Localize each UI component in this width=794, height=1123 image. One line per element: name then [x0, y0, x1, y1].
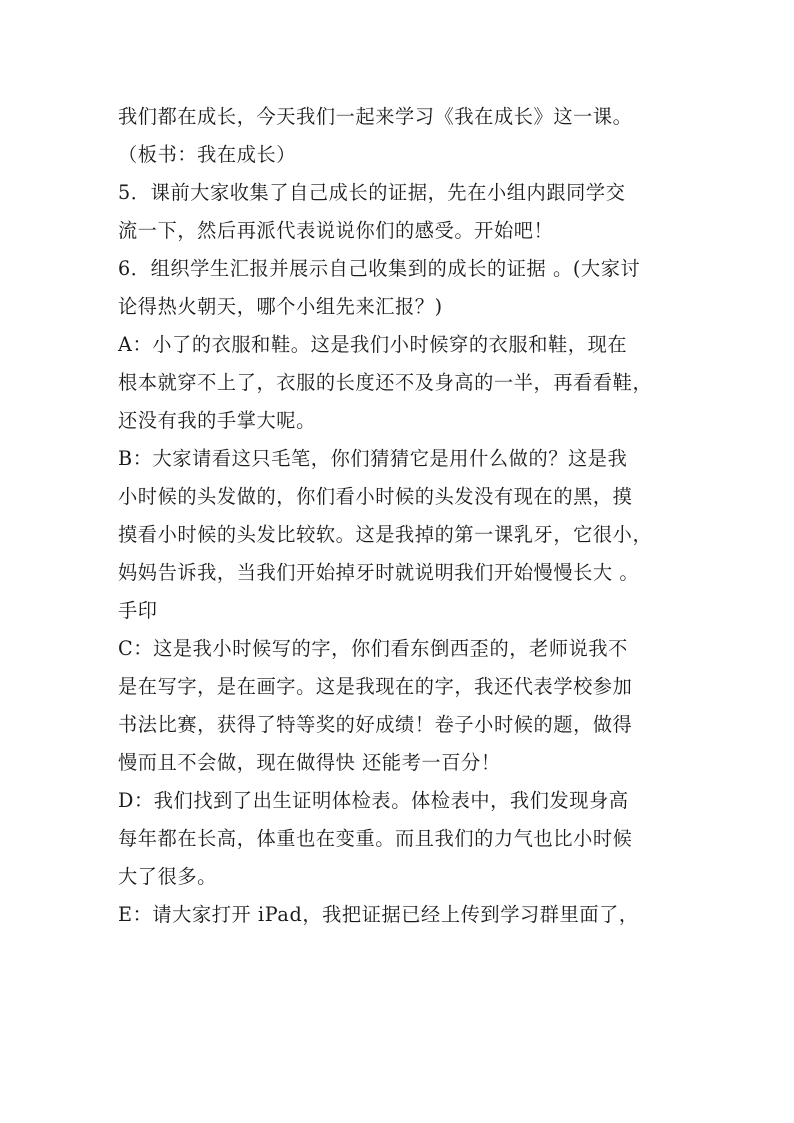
text-line: 手印: [118, 599, 158, 622]
text-line: 我们都在成长，今天我们一起来学习《我在成长》这一课。: [118, 105, 633, 128]
text-line: 6．组织学生汇报并展示自己收集到的成长的证据 。(大家讨: [118, 257, 641, 280]
text-line: C：这是我小时候写的字，你们看东倒西歪的，老师说我不: [118, 637, 628, 660]
text-line: 摸看小时候的头发比较软。这是我掉的第一课乳牙，它很小，: [118, 523, 653, 546]
document-body: [118, 98, 678, 934]
text-line: 每年都在长高，体重也在变重。而且我们的力气也比小时候: [118, 827, 633, 850]
text-line: （板书：我在成长）: [118, 143, 297, 166]
text-line: B：大家请看这只毛笔，你们猜猜它是用什么做的？这是我: [118, 447, 628, 470]
text-line: 流一下，然后再派代表说说你们的感受。开始吧！: [118, 219, 554, 242]
text-line: 是在写字，是在画字。这是我现在的字，我还代表学校参加: [118, 675, 633, 698]
text-line: 论得热火朝天，哪个小组先来汇报？): [118, 295, 443, 318]
text-line: 慢而且不会做，现在做得快 还能考一百分！: [118, 751, 501, 774]
text-line: 5．课前大家收集了自己成长的证据，先在小组内跟同学交: [118, 181, 626, 204]
text-line: 小时候的头发做的，你们看小时候的头发没有现在的黑，摸: [118, 485, 633, 508]
text-line: 大了很多。: [118, 865, 217, 888]
text-line: 妈妈告诉我，当我们开始掉牙时就说明我们开始慢慢长大 。: [118, 561, 640, 584]
text-line: 还没有我的手掌大呢。: [118, 409, 316, 432]
text-line: E：请大家打开 iPad，我把证据已经上传到学习群里面了，: [118, 903, 639, 926]
text-line: D：我们找到了出生证明体检表。体检表中，我们发现身高: [118, 789, 629, 812]
text-line: 书法比赛，获得了特等奖的好成绩！卷子小时候的题，做得: [118, 713, 633, 736]
text-line: A：小了的衣服和鞋。这是我们小时候穿的衣服和鞋，现在: [118, 333, 628, 356]
text-line: 根本就穿不上了，衣服的长度还不及身高的一半，再看看鞋，: [118, 371, 653, 394]
